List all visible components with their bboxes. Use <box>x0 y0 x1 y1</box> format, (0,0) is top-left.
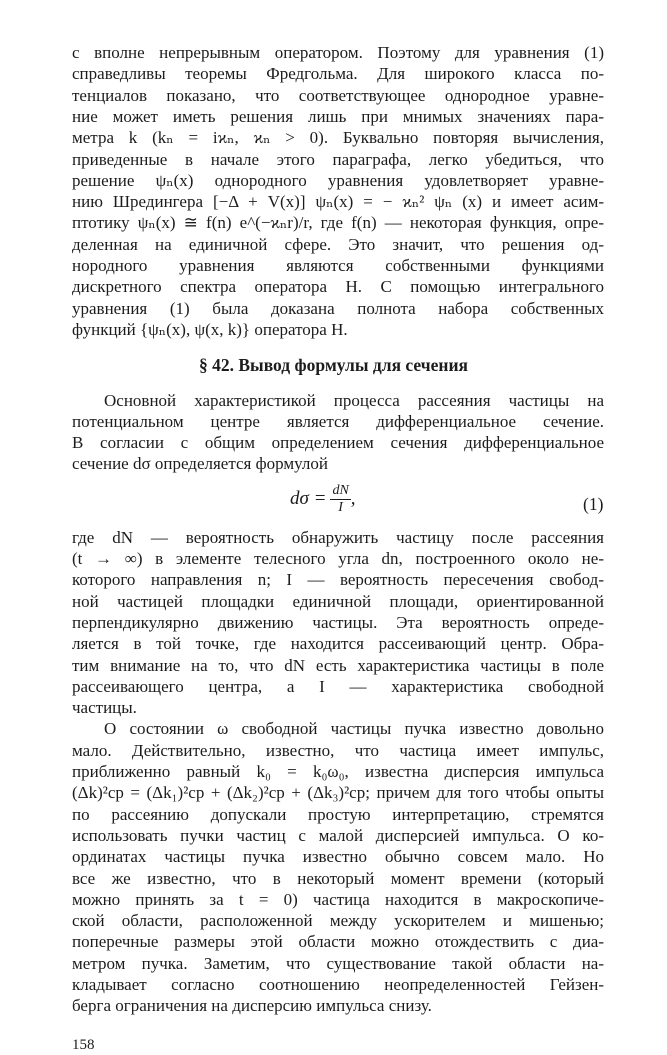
text-line: тенциалов показано, что соответствующее однородное уравне- <box>72 85 604 105</box>
text-line: (t → ∞) в элементе телесного угла dn, построенного около не- <box>72 549 604 568</box>
text-line: (Δk)²ср = (Δk₁)²ср + (Δk₂)²ср + (Δk₃)²ср; причем для того чтобы опыты <box>72 783 604 803</box>
text-line: использовать пучки частиц с малой дисперсией импульса. О ко- <box>72 825 604 845</box>
text-line: приведенные в начале этого параграфа, легко убедиться, что <box>72 149 604 169</box>
text-line: ной частицей площадки единичной площади, ориентированной <box>72 591 604 611</box>
text-line: метра k (kₙ = iϰₙ, ϰₙ > 0). Буквально повторяя вычисления, <box>72 128 604 148</box>
text-line: частицы. <box>72 698 137 718</box>
formula-denominator: I <box>338 499 343 515</box>
text-line: функций {ψₙ(x), ψ(x, k)} оператора H. <box>72 319 348 339</box>
formula-lhs: dσ = <box>290 488 327 510</box>
text-line: О состоянии ω свободной частицы пучка известно довольно <box>104 719 604 739</box>
section-heading: § 42. Вывод формулы для сечения <box>198 355 469 376</box>
text-line: Основной характеристикой процесса рассеяния частицы на <box>104 390 604 410</box>
formula-tail: , <box>350 488 356 510</box>
text-line: потенциальном центре является дифференциальное сечение. <box>72 411 604 431</box>
text-line: перпендикулярно движению частицы. Эта вероятность опреде- <box>72 612 604 632</box>
text-line: рассеивающего центра, а I — характеристика свободной <box>72 676 604 696</box>
page-number: 158 <box>72 1036 95 1053</box>
text-line: нию Шредингера [−Δ + V(x)] ψₙ(x) = − ϰₙ² ψₙ (x) и имеет асим- <box>72 192 604 212</box>
text-line: птотику ψₙ(x) ≅ f(n) e^(−ϰₙr)/r, где f(n) — некоторая функция, опре- <box>72 213 604 233</box>
text-line: где dN — вероятность обнаружить частицу после рассеяния <box>72 527 604 547</box>
text-line: ляется в той точке, где находится рассеивающий центр. Обра- <box>72 634 604 654</box>
text-line: можно принять за t = 0) частица находится в макроскопиче- <box>72 889 604 909</box>
text-line: тим внимание на то, что dN есть характеристика частицы в поле <box>72 655 604 675</box>
formula-fraction <box>330 483 350 516</box>
text-line: все же известно, что в некоторый момент времени (который <box>72 868 604 888</box>
text-line: уравнения (1) была доказана полнота набора собственных <box>72 298 604 318</box>
formula-numerator: dN <box>332 482 349 498</box>
text-line: нородного уравнения являются собственными функциями <box>72 256 604 275</box>
text-line: по рассеянию допускали простую интерпретацию, стремятся <box>72 804 604 824</box>
text-line: решение ψₙ(x) однородного уравнения удовлетворяет уравне- <box>72 170 604 190</box>
text-line: справедливы теоремы Фредгольма. Для широкого класса по- <box>72 64 604 84</box>
text-line: деленная на единичной сфере. Это значит, что решения од- <box>72 234 604 254</box>
text-line: В согласии с общим определением сечения дифференциальное <box>72 433 604 453</box>
text-line: дискретного спектра оператора H. С помощью интегрального <box>72 277 604 297</box>
text-line: кладывает согласно соотношению неопределенностей Гейзен- <box>72 975 604 994</box>
text-line: ординатах частицы пучка известно обычно совсем мало. Но <box>72 847 604 867</box>
text-line: ние может иметь решения лишь при мнимых значениях пара- <box>72 106 604 126</box>
text-line: приближенно равный k₀ = k₀ω₀, известна дисперсия импульса <box>72 762 604 781</box>
text-line: сечение dσ определяется формулой <box>72 454 328 474</box>
formula-cross-section <box>290 483 356 516</box>
text-line: мало. Действительно, известно, что частица имеет импульс, <box>72 740 604 760</box>
equation-number: (1) <box>583 493 604 514</box>
text-line: метром пучка. Заметим, что существование такой области на- <box>72 953 604 973</box>
text-line: которого направления n; I — вероятность пересечения свобод- <box>72 570 604 590</box>
text-line: ской области, расположенной между ускорителем и мишенью; <box>72 911 604 931</box>
text-line: поперечные размеры этой области можно отождествить с диа- <box>72 932 604 952</box>
text-line: с вполне непрерывным оператором. Поэтому для уравнения (1) <box>72 43 604 62</box>
text-line: берга ограничения на дисперсию импульса снизу. <box>72 996 432 1016</box>
